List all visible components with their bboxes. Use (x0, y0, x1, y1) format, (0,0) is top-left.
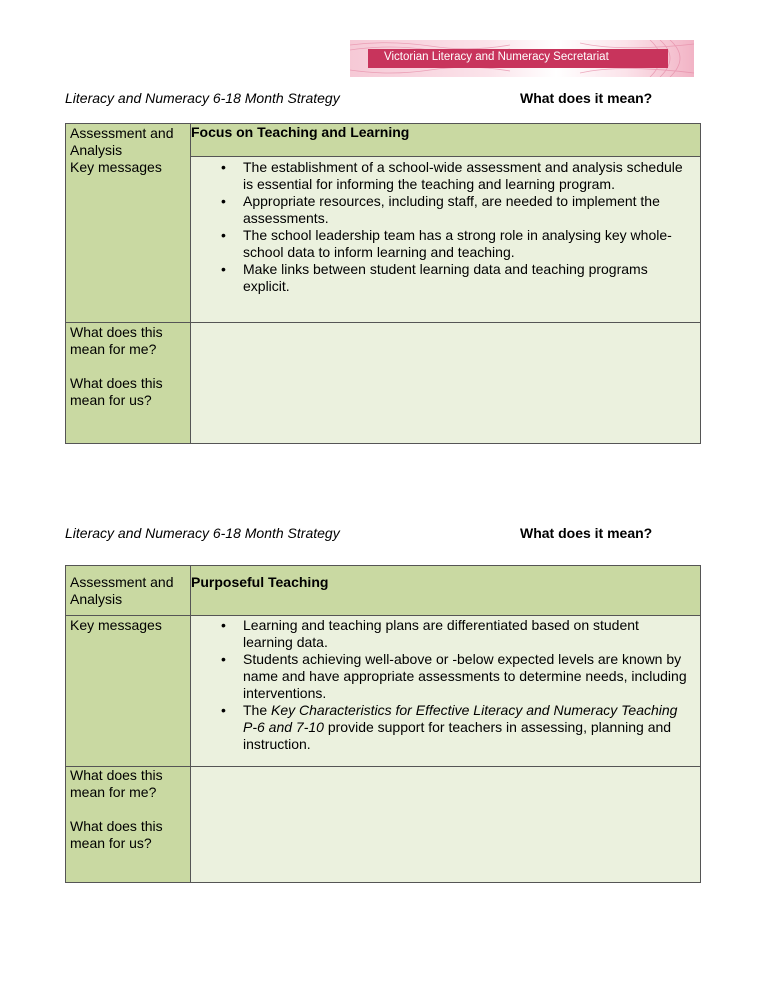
purposeful-title-2: Purposeful Teaching (191, 566, 701, 616)
what-does-it-mean-2: What does it mean? (520, 525, 653, 541)
bullet-item: • Students achieving well-above or -below expected levels are known by name and have appropriate assessments to determine needs, including interventions. (243, 651, 690, 702)
reflection-label-cell-1 (66, 323, 191, 444)
secretariat-logo (350, 40, 694, 77)
category-cell-2 (66, 566, 191, 616)
bullet-list-1 (191, 159, 700, 295)
strategy-card-2 (65, 565, 701, 883)
bullet-suffix: provide support for teachers in assessing, planning and instruction. (243, 719, 672, 752)
key-characteristics-title: Key Characteristics for Effective Literacy and Numeracy Teaching P-6 and 7-10 (243, 702, 678, 735)
bullet-item: • Appropriate resources, including staff, are needed to implement the assessments. (243, 193, 690, 227)
q-me-2: What does this mean for me? (70, 767, 163, 800)
key-messages-cell-1 (191, 157, 701, 323)
bullet-item: • Make links between student learning data and teaching programs explicit. (243, 261, 690, 295)
bullet-list-2 (191, 617, 700, 753)
reflection-label-cell-2 (66, 767, 191, 883)
strategy-card-1 (65, 123, 701, 444)
category-label-2: Assessment and Analysis (70, 574, 174, 607)
logo-text: Victorian Literacy and Numeracy Secretariat (384, 51, 609, 63)
strategy-title-1: Literacy and Numeracy 6-18 Month Strategy (65, 90, 340, 106)
key-messages-label-2: Key messages (70, 617, 162, 633)
strategy-title-2: Literacy and Numeracy 6-18 Month Strategy (65, 525, 340, 541)
reflection-response-cell-1[interactable] (191, 323, 701, 444)
key-messages-cell-2 (191, 616, 701, 767)
logo-banner (368, 49, 668, 68)
category-label-1: Assessment and Analysis (70, 125, 174, 158)
bullet-item: • The establishment of a school-wide assessment and analysis schedule is essential for informing the teaching and learning program. (243, 159, 690, 193)
what-does-it-mean-1: What does it mean? (520, 90, 653, 106)
bullet-item: • Learning and teaching plans are differentiated based on student learning data. (243, 617, 690, 651)
key-messages-label-1: Key messages (70, 159, 162, 175)
q-us-1: What does this mean for us? (70, 375, 163, 408)
reflection-response-cell-2[interactable] (191, 767, 701, 883)
q-me-1: What does this mean for me? (70, 324, 163, 357)
key-messages-cell-label-2 (66, 616, 191, 767)
focus-title-1: Focus on Teaching and Learning (191, 124, 701, 157)
bullet-prefix: The (243, 702, 272, 718)
category-cell-1 (66, 124, 191, 323)
bullet-item: • The school leadership team has a strong role in analysing key whole-school data to inform learning and teaching. (243, 227, 690, 261)
q-us-2: What does this mean for us? (70, 818, 163, 851)
bullet-item-key-characteristics (243, 702, 690, 753)
